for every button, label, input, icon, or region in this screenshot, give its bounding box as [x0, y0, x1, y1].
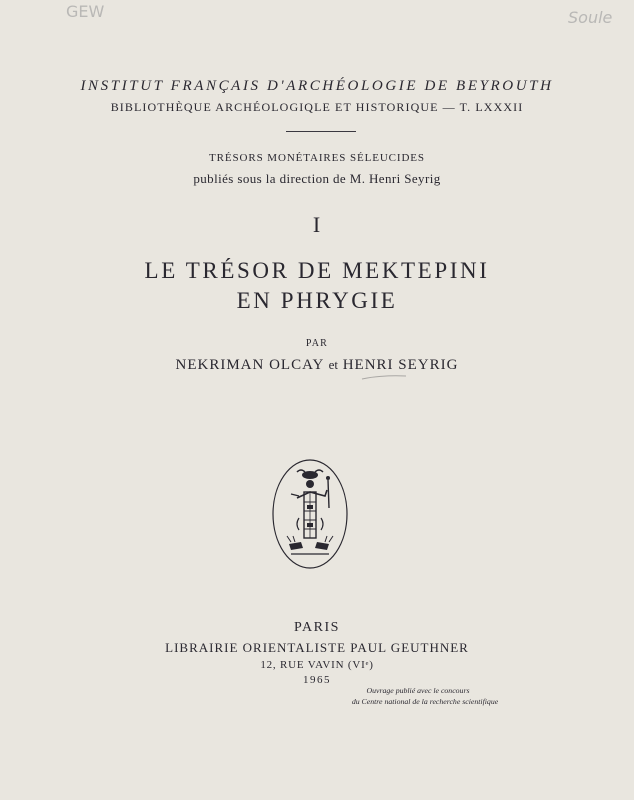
book-title-line-1: LE TRÉSOR DE MEKTEPINI	[144, 258, 490, 283]
series-name: TRÉSORS MONÉTAIRES SÉLEUCIDES	[209, 152, 425, 164]
institute-name: INSTITUT FRANÇAIS D'ARCHÉOLOGIE DE BEYROUTH	[80, 78, 554, 94]
pencil-mark-top-right: Soule	[568, 8, 613, 27]
book-title-line-2: EN PHRYGIE	[236, 288, 398, 313]
volume-number: I	[312, 212, 322, 237]
pencil-underline	[360, 372, 410, 382]
author-1: NEKRIMAN OLCAY	[175, 357, 324, 373]
imprint-city: PARIS	[294, 620, 340, 635]
author-conjunction: et	[328, 357, 338, 372]
funding-note-line-2: du Centre national de la recherche scientifique	[351, 697, 499, 706]
seal-emblem-icon	[271, 458, 349, 570]
imprint-address: 12, RUE VAVIN (VIᵉ)	[260, 659, 374, 671]
series-direction: publiés sous la direction de M. Henri Seyrig	[193, 171, 441, 186]
imprint-year: 1965	[303, 674, 331, 686]
funding-note-line-1: Ouvrage publié avec le concours	[366, 686, 470, 695]
by-label: PAR	[305, 338, 329, 349]
authors-line	[0, 357, 634, 374]
author-2: HENRI SEYRIG	[342, 357, 459, 373]
imprint-publisher: LIBRAIRIE ORIENTALISTE PAUL GEUTHNER	[165, 640, 469, 655]
pencil-mark-top-left: GEW	[66, 2, 105, 21]
divider-rule	[286, 131, 356, 132]
library-series: BIBLIOTHÈQUE ARCHÉOLOGIQLE ET HISTORIQUE — T. LXXXII	[110, 100, 524, 114]
